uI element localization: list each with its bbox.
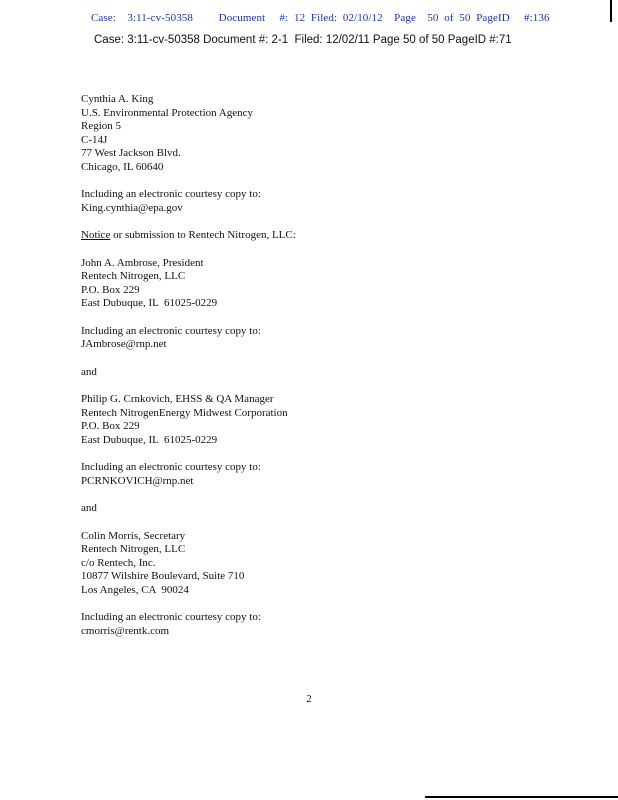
address-line: Rentech Nitrogen, LLC: [81, 543, 186, 555]
conjunction-and: [81, 502, 501, 516]
epa-address-block: [81, 93, 501, 174]
scan-edge-mark-bottom: [425, 796, 618, 798]
and-text: and: [81, 365, 97, 378]
epa-courtesy-copy: [81, 188, 501, 215]
address-line: Cynthia A. King: [81, 93, 154, 105]
address-line: East Dubuque, IL 61025-0229: [81, 297, 218, 309]
and-text: and: [81, 502, 97, 514]
address-line: Los Angeles, CA 90024: [81, 583, 189, 596]
conjunction-and: [81, 366, 501, 380]
address-line: C-14J: [81, 133, 108, 146]
original-filing-header: Case: 3:11-cv-50358 Document #: 2-1 Filed: 12/02/11 Page 50 of 50 PageID #:71: [94, 34, 512, 46]
address-line: East Dubuque, IL 61025-0229: [81, 433, 218, 446]
address-line: Rentech Nitrogen, LLC: [81, 270, 186, 282]
notice-heading-text: or submission to Rentech Nitrogen, LLC:: [110, 229, 296, 241]
courtesy-copy-label: Including an electronic courtesy copy to:: [81, 188, 261, 200]
address-line: Chicago, IL 60640: [81, 160, 164, 173]
ambrose-courtesy-copy: [81, 325, 501, 352]
scan-edge-mark-right: [610, 0, 612, 22]
address-line: Philip G. Crnkovich, EHSS & QA Manager: [81, 393, 274, 405]
courtesy-copy-label: Including an electronic courtesy copy to:: [81, 461, 261, 473]
address-line: U.S. Environmental Protection Agency: [81, 106, 253, 119]
address-line: 77 West Jackson Blvd.: [81, 147, 181, 159]
address-line: John A. Ambrose, President: [81, 256, 204, 269]
notice-underlined-word: Notice: [81, 229, 111, 241]
address-line: 10877 Wilshire Boulevard, Suite 710: [81, 570, 245, 582]
address-line: Region 5: [81, 120, 122, 132]
address-line: Colin Morris, Secretary: [81, 529, 186, 542]
page-number: 2: [306, 693, 312, 705]
address-line: c/o Rentech, Inc.: [81, 556, 156, 569]
morris-courtesy-copy: [81, 611, 501, 638]
courtesy-copy-label: Including an electronic courtesy copy to:: [81, 324, 261, 337]
address-line: P.O. Box 229: [81, 283, 140, 296]
notice-heading: [81, 229, 501, 243]
morris-address-block: [81, 530, 501, 598]
ecf-filing-header: Case: 3:11-cv-50358 Document #: 12 Filed: 02/10/12 Page 50 of 50 PageID #:136: [91, 12, 550, 24]
email-address: cmorris@rentk.com: [81, 624, 170, 637]
address-line: P.O. Box 229: [81, 420, 140, 432]
courtesy-copy-label: Including an electronic courtesy copy to:: [81, 611, 261, 623]
ambrose-address-block: [81, 257, 501, 311]
email-address: JAmbrose@rnp.net: [81, 338, 167, 350]
crnkovich-address-block: [81, 393, 501, 447]
crnkovich-courtesy-copy: [81, 461, 501, 488]
address-line: Rentech NitrogenEnergy Midwest Corporation: [81, 406, 288, 419]
email-address: PCRNKOVICH@rnp.net: [81, 474, 194, 487]
email-address: King.cynthia@epa.gov: [81, 201, 183, 214]
document-body: [81, 93, 501, 652]
